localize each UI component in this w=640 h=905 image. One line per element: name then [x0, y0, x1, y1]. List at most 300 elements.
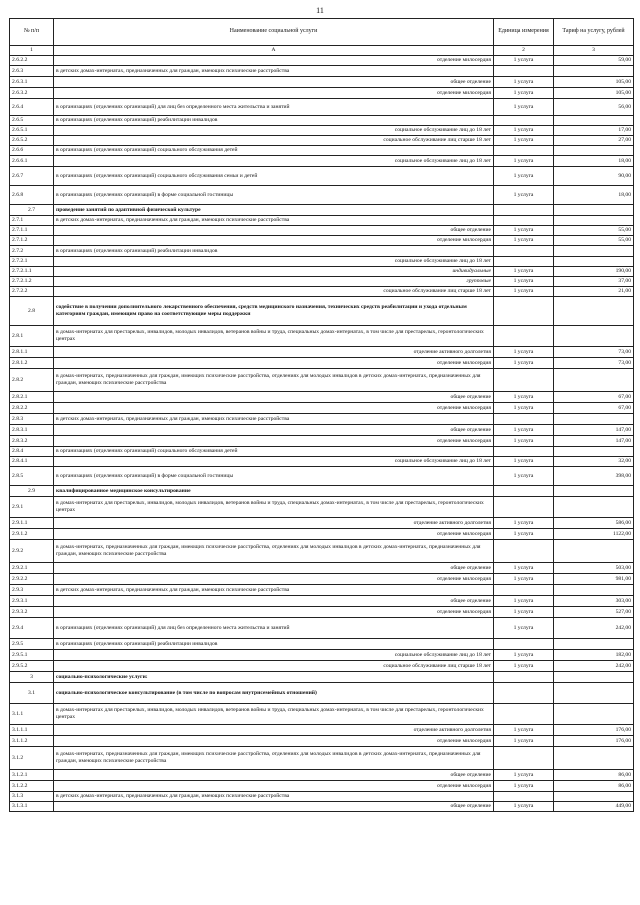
unit-of-measure: [494, 639, 554, 650]
service-name: социальное обслуживание лиц до 18 лет: [54, 457, 494, 467]
row-number: 2.8.2.2: [10, 403, 54, 414]
header-index-tariff: 3: [554, 46, 634, 56]
tariff-value: 105,00: [554, 88, 634, 99]
row-number: 2.6.6: [10, 146, 54, 156]
tariff-value: [554, 683, 634, 704]
table-row: [10, 574, 634, 585]
table-row: [10, 226, 634, 236]
unit-of-measure: 1 услуга: [494, 358, 554, 369]
tariff-value: 105,00: [554, 77, 634, 88]
row-number: 3.1.2.1: [10, 770, 54, 781]
row-number: 2.8.4: [10, 447, 54, 457]
unit-of-measure: 1 услуга: [494, 457, 554, 467]
table-row: [10, 447, 634, 457]
tariff-value: 27,00: [554, 136, 634, 146]
service-name: в организациях (отделениях организаций) в форме социальной гостиницы: [54, 467, 494, 486]
service-name: в организациях (отделениях организаций) для лиц без определенного места жительства и занятий: [54, 99, 494, 116]
tariff-value: 176,00: [554, 736, 634, 747]
row-number: 2.7.2.2: [10, 287, 54, 297]
service-name: отделение активного долголетия: [54, 347, 494, 358]
table-row: [10, 704, 634, 725]
row-number: 2.9.3.2: [10, 607, 54, 618]
table-row: [10, 216, 634, 226]
service-name: отделение милосердия: [54, 736, 494, 747]
service-name: отделение активного долголетия: [54, 725, 494, 736]
row-number: 3.1.1.1: [10, 725, 54, 736]
unit-of-measure: [494, 326, 554, 347]
unit-of-measure: [494, 116, 554, 126]
unit-of-measure: 1 услуга: [494, 226, 554, 236]
service-name: в домах-интернатах для престарелых, инвалидов, молодых инвалидов, ветеранов войны и труда, специальных домах-интернатах, в том числе для престарелых, геронтологических центрах: [54, 497, 494, 518]
unit-of-measure: 1 услуга: [494, 236, 554, 246]
table-row: [10, 650, 634, 661]
unit-of-measure: 1 услуга: [494, 425, 554, 436]
row-number: 2.6.2.2: [10, 56, 54, 66]
unit-of-measure: [494, 672, 554, 683]
row-number: 2.7.1: [10, 216, 54, 226]
tariff-value: 59,00: [554, 56, 634, 66]
table-row: [10, 540, 634, 563]
tariff-value: 32,00: [554, 457, 634, 467]
tariff-value: 147,00: [554, 436, 634, 447]
table-row: [10, 618, 634, 639]
row-number: 3.1: [10, 683, 54, 704]
service-name: социальное обслуживание лиц старше 18 лет: [54, 661, 494, 672]
unit-of-measure: 1 услуга: [494, 661, 554, 672]
service-name: отделение милосердия: [54, 781, 494, 792]
row-number: 2.6.5.2: [10, 136, 54, 146]
tariff-value: [554, 704, 634, 725]
table-row: [10, 596, 634, 607]
unit-of-measure: 1 услуга: [494, 347, 554, 358]
unit-of-measure: 1 услуга: [494, 156, 554, 167]
unit-of-measure: 1 услуга: [494, 277, 554, 287]
service-name: отделение милосердия: [54, 436, 494, 447]
table-row: [10, 486, 634, 497]
tariff-value: [554, 146, 634, 156]
table-row: [10, 747, 634, 770]
table-row: [10, 781, 634, 792]
service-name: отделение милосердия: [54, 358, 494, 369]
table-row: [10, 88, 634, 99]
service-name: в домах-интернатах, предназначенных для граждан, имеющих психические расстройства, отделениях для молодых инвалидов в детских домах-интернатах, предназначенных для граждан, имеющих психические расстройства: [54, 747, 494, 770]
header-index-num: 1: [10, 46, 54, 56]
table-row: [10, 267, 634, 277]
unit-of-measure: 1 услуга: [494, 126, 554, 136]
table-row: [10, 607, 634, 618]
service-name: индивидуальные: [54, 267, 494, 277]
row-number: 2.9.2.1: [10, 563, 54, 574]
tariff-value: [554, 672, 634, 683]
row-number: 2.9.1: [10, 497, 54, 518]
tariff-value: [554, 414, 634, 425]
tariff-value: 56,00: [554, 99, 634, 116]
service-name: общее отделение: [54, 770, 494, 781]
tariff-value: 176,00: [554, 725, 634, 736]
service-name: общее отделение: [54, 596, 494, 607]
table-row: [10, 672, 634, 683]
unit-of-measure: 1 услуга: [494, 770, 554, 781]
tariff-value: 586,00: [554, 518, 634, 529]
service-name: отделение милосердия: [54, 607, 494, 618]
table-row: [10, 56, 634, 66]
service-name: в организациях (отделениях организаций) социального обслуживания семьи и детей: [54, 167, 494, 186]
table-row: [10, 167, 634, 186]
table-header: [10, 19, 634, 56]
service-name: социальное обслуживание лиц до 18 лет: [54, 126, 494, 136]
unit-of-measure: 1 услуга: [494, 618, 554, 639]
unit-of-measure: 1 услуга: [494, 186, 554, 205]
unit-of-measure: 1 услуга: [494, 267, 554, 277]
tariff-value: [554, 246, 634, 257]
unit-of-measure: 1 услуга: [494, 77, 554, 88]
unit-of-measure: [494, 747, 554, 770]
row-number: 2.8.1.2: [10, 358, 54, 369]
unit-of-measure: 1 услуга: [494, 467, 554, 486]
service-name: в домах-интернатах, предназначенных для граждан, имеющих психические расстройства, отделениях для молодых инвалидов в детских домах-интернатах, предназначенных для граждан, имеющих психические расстройства: [54, 369, 494, 392]
table-row: [10, 99, 634, 116]
tariff-value: [554, 369, 634, 392]
unit-of-measure: [494, 146, 554, 156]
unit-of-measure: 1 услуга: [494, 725, 554, 736]
tariff-value: [554, 540, 634, 563]
table-row: [10, 77, 634, 88]
unit-of-measure: [494, 447, 554, 457]
tariff-value: 182,00: [554, 650, 634, 661]
tariff-value: 73,00: [554, 358, 634, 369]
row-number: 2.6.3.1: [10, 77, 54, 88]
row-number: 2.8.3.2: [10, 436, 54, 447]
header-tariff: Тариф на услугу, рублей: [554, 19, 634, 46]
tariff-value: [554, 639, 634, 650]
header-index-name: А: [54, 46, 494, 56]
unit-of-measure: [494, 486, 554, 497]
tariff-value: 981,00: [554, 574, 634, 585]
unit-of-measure: 1 услуга: [494, 56, 554, 66]
row-number: 3.1.1: [10, 704, 54, 725]
table-row: [10, 277, 634, 287]
tariff-value: 21,00: [554, 287, 634, 297]
tariff-value: 503,00: [554, 563, 634, 574]
row-number: 2.8.1: [10, 326, 54, 347]
service-name: общее отделение: [54, 563, 494, 574]
tariff-value: [554, 497, 634, 518]
tariff-value: 90,00: [554, 167, 634, 186]
row-number: 3: [10, 672, 54, 683]
row-number: 2.6.8: [10, 186, 54, 205]
row-number: 2.7.2.1.1: [10, 267, 54, 277]
service-name: проведение занятий по адаптивной физической культуре: [54, 205, 494, 216]
tariff-value: 37,00: [554, 277, 634, 287]
tariff-value: 303,00: [554, 596, 634, 607]
service-name: в организациях (отделениях организаций) социального обслуживания детей: [54, 447, 494, 457]
row-number: 2.8.2.1: [10, 392, 54, 403]
table-row: [10, 639, 634, 650]
tariff-value: 527,00: [554, 607, 634, 618]
table-row: [10, 287, 634, 297]
unit-of-measure: [494, 585, 554, 596]
unit-of-measure: [494, 792, 554, 802]
row-number: 2.9.2: [10, 540, 54, 563]
service-name: отделение милосердия: [54, 88, 494, 99]
service-name: отделение милосердия: [54, 236, 494, 246]
row-number: 2.6.3.2: [10, 88, 54, 99]
row-number: 2.9.4: [10, 618, 54, 639]
service-name: в детских домах-интернатах, предназначенных для граждан, имеющих психические расстройства: [54, 585, 494, 596]
page-number: 11: [316, 6, 324, 15]
service-name: отделение милосердия: [54, 529, 494, 540]
unit-of-measure: 1 услуга: [494, 167, 554, 186]
row-number: 2.7.1.2: [10, 236, 54, 246]
tariff-value: 242,00: [554, 661, 634, 672]
table-row: [10, 736, 634, 747]
service-name: в детских домах-интернатах, предназначенных для граждан, имеющих психические расстройства: [54, 792, 494, 802]
row-number: 3.1.3: [10, 792, 54, 802]
tariff-value: 86,00: [554, 781, 634, 792]
tariff-value: [554, 447, 634, 457]
table-row: [10, 297, 634, 326]
service-name: в организациях (отделениях организаций) в форме социальной гостиницы: [54, 186, 494, 205]
unit-of-measure: [494, 66, 554, 77]
tariff-value: [554, 326, 634, 347]
table-row: [10, 725, 634, 736]
unit-of-measure: 1 услуга: [494, 436, 554, 447]
service-name: в организациях (отделениях организаций) для лиц без определенного места жительства и занятий: [54, 618, 494, 639]
table-row: [10, 414, 634, 425]
table-row: [10, 358, 634, 369]
tariff-value: 55,00: [554, 236, 634, 246]
service-name: социальное обслуживание лиц старше 18 лет: [54, 287, 494, 297]
unit-of-measure: [494, 704, 554, 725]
row-number: 2.6.6.1: [10, 156, 54, 167]
tariff-value: [554, 205, 634, 216]
table-row: [10, 403, 634, 414]
tariff-value: [554, 792, 634, 802]
service-name: в детских домах-интернатах, предназначенных для граждан, имеющих психические расстройства: [54, 66, 494, 77]
row-number: 2.7.2.1: [10, 257, 54, 267]
unit-of-measure: 1 услуга: [494, 563, 554, 574]
unit-of-measure: [494, 540, 554, 563]
tariff-value: 55,00: [554, 226, 634, 236]
service-name: в домах-интернатах для престарелых, инвалидов, молодых инвалидов, ветеранов войны и труда, специальных домах-интернатах, в том числе для престарелых, геронтологических центрах: [54, 704, 494, 725]
table-row: [10, 246, 634, 257]
unit-of-measure: [494, 246, 554, 257]
table-row: [10, 497, 634, 518]
row-number: 2.6.7: [10, 167, 54, 186]
unit-of-measure: 1 услуга: [494, 403, 554, 414]
header-index-unit: 2: [494, 46, 554, 56]
service-name: социально-психологическое консультирование (в том числе по вопросам внутрисемейных отношений): [54, 683, 494, 704]
row-number: 2.8.1.1: [10, 347, 54, 358]
header-unit: Единица измерения: [494, 19, 554, 46]
unit-of-measure: [494, 369, 554, 392]
tariff-value: [554, 216, 634, 226]
service-name: отделение активного долголетия: [54, 518, 494, 529]
unit-of-measure: 1 услуга: [494, 136, 554, 146]
service-name: социальное обслуживание лиц старше 18 лет: [54, 136, 494, 146]
unit-of-measure: [494, 205, 554, 216]
unit-of-measure: 1 услуга: [494, 518, 554, 529]
unit-of-measure: 1 услуга: [494, 392, 554, 403]
row-number: 2.8.2: [10, 369, 54, 392]
unit-of-measure: 1 услуга: [494, 781, 554, 792]
row-number: 2.8.5: [10, 467, 54, 486]
tariff-value: 242,00: [554, 618, 634, 639]
table-row: [10, 236, 634, 246]
tariff-value: 67,00: [554, 392, 634, 403]
service-name: квалифицированное медицинское консультирование: [54, 486, 494, 497]
header-name: Наименование социальной услуги: [54, 19, 494, 46]
row-number: 2.9.2.2: [10, 574, 54, 585]
table-row: [10, 347, 634, 358]
unit-of-measure: 1 услуга: [494, 736, 554, 747]
service-name: общее отделение: [54, 226, 494, 236]
service-name: групповые: [54, 277, 494, 287]
row-number: 2.8.3: [10, 414, 54, 425]
unit-of-measure: 1 услуга: [494, 574, 554, 585]
service-name: в организациях (отделениях организаций) социального обслуживания детей: [54, 146, 494, 156]
table-row: [10, 66, 634, 77]
table-body: [10, 56, 634, 812]
unit-of-measure: 1 услуга: [494, 650, 554, 661]
tariff-value: [554, 585, 634, 596]
service-name: социальное обслуживание лиц до 18 лет: [54, 156, 494, 167]
table-row: [10, 116, 634, 126]
tariff-value: 147,00: [554, 425, 634, 436]
table-row: [10, 156, 634, 167]
tariff-value: [554, 486, 634, 497]
service-name: в домах-интернатах, предназначенных для граждан, имеющих психические расстройства, отделениях для молодых инвалидов в детских домах-интернатах, предназначенных для граждан, имеющих психические расстройства: [54, 540, 494, 563]
table-row: [10, 146, 634, 156]
table-row: [10, 436, 634, 447]
table-row: [10, 683, 634, 704]
unit-of-measure: [494, 297, 554, 326]
tariff-value: 449,00: [554, 802, 634, 812]
table-row: [10, 467, 634, 486]
row-number: 2.9.3: [10, 585, 54, 596]
service-name: в организациях (отделениях организаций) реабилитации инвалидов: [54, 246, 494, 257]
tariff-value: 18,00: [554, 186, 634, 205]
table-row: [10, 126, 634, 136]
table-row: [10, 792, 634, 802]
row-number: 3.1.2.2: [10, 781, 54, 792]
unit-of-measure: 1 услуга: [494, 287, 554, 297]
service-name: содействие в получении дополнительного лекарственного обеспечения, средств медицинского назначения, технических средств реабилитации и ухода отдельным категориям граждан, имеющим право на соответствующие меры поддержки: [54, 297, 494, 326]
row-number: 2.6.5: [10, 116, 54, 126]
unit-of-measure: 1 услуга: [494, 529, 554, 540]
service-name: общее отделение: [54, 77, 494, 88]
row-number: 2.9.5.1: [10, 650, 54, 661]
unit-of-measure: 1 услуга: [494, 596, 554, 607]
table-row: [10, 392, 634, 403]
unit-of-measure: [494, 414, 554, 425]
row-number: 2.9.1.2: [10, 529, 54, 540]
row-number: 2.7: [10, 205, 54, 216]
tariff-value: [554, 66, 634, 77]
service-name: общее отделение: [54, 425, 494, 436]
tariff-value: 190,00: [554, 267, 634, 277]
table-row: [10, 770, 634, 781]
unit-of-measure: [494, 257, 554, 267]
service-name: социально-психологические услуги:: [54, 672, 494, 683]
tariff-value: 86,00: [554, 770, 634, 781]
service-name: отделение милосердия: [54, 56, 494, 66]
row-number: 2.9.3.1: [10, 596, 54, 607]
row-number: 2.7.2.1.2: [10, 277, 54, 287]
tariff-value: [554, 257, 634, 267]
row-number: 2.7.2: [10, 246, 54, 257]
tariff-value: [554, 747, 634, 770]
row-number: 2.6.4: [10, 99, 54, 116]
table-row: [10, 585, 634, 596]
table-row: [10, 529, 634, 540]
unit-of-measure: [494, 216, 554, 226]
tariff-value: 73,00: [554, 347, 634, 358]
table-row: [10, 186, 634, 205]
table-row: [10, 802, 634, 812]
row-number: 2.9.1.1: [10, 518, 54, 529]
service-name: в детских домах-интернатах, предназначенных для граждан, имеющих психические расстройства: [54, 414, 494, 425]
service-name: отделение милосердия: [54, 403, 494, 414]
row-number: 2.6.5.1: [10, 126, 54, 136]
table-row: [10, 369, 634, 392]
header-num: № п/п: [10, 19, 54, 46]
tariff-value: 67,00: [554, 403, 634, 414]
row-number: 2.9.5.2: [10, 661, 54, 672]
table-row: [10, 136, 634, 146]
tariff-table: [9, 18, 634, 812]
row-number: 2.8.3.1: [10, 425, 54, 436]
tariff-value: 1122,00: [554, 529, 634, 540]
tariff-value: 398,00: [554, 467, 634, 486]
table-row: [10, 326, 634, 347]
row-number: 2.9.5: [10, 639, 54, 650]
service-name: в детских домах-интернатах, предназначенных для граждан, имеющих психические расстройства: [54, 216, 494, 226]
service-name: в организациях (отделениях организаций) реабилитации инвалидов: [54, 116, 494, 126]
unit-of-measure: 1 услуга: [494, 607, 554, 618]
tariff-value: 18,00: [554, 156, 634, 167]
row-number: 2.7.1.1: [10, 226, 54, 236]
service-name: отделение милосердия: [54, 574, 494, 585]
row-number: 3.1.3.1: [10, 802, 54, 812]
table-row: [10, 518, 634, 529]
service-name: в домах-интернатах для престарелых, инвалидов, молодых инвалидов, ветеранов войны и труда, специальных домах-интернатах, в том числе для престарелых, геронтологических центрах: [54, 326, 494, 347]
row-number: 2.6.3: [10, 66, 54, 77]
table-row: [10, 661, 634, 672]
unit-of-measure: [494, 497, 554, 518]
table-row: [10, 563, 634, 574]
table-row: [10, 425, 634, 436]
tariff-value: [554, 297, 634, 326]
row-number: 2.9: [10, 486, 54, 497]
tariff-value: [554, 116, 634, 126]
row-number: 2.8.4.1: [10, 457, 54, 467]
table-row: [10, 205, 634, 216]
table-row: [10, 257, 634, 267]
row-number: 2.8: [10, 297, 54, 326]
row-number: 3.1.2: [10, 747, 54, 770]
unit-of-measure: 1 услуга: [494, 802, 554, 812]
service-name: социальное обслуживание лиц до 18 лет: [54, 257, 494, 267]
unit-of-measure: 1 услуга: [494, 99, 554, 116]
unit-of-measure: [494, 683, 554, 704]
table-row: [10, 457, 634, 467]
unit-of-measure: 1 услуга: [494, 88, 554, 99]
service-name: общее отделение: [54, 802, 494, 812]
tariff-value: 17,00: [554, 126, 634, 136]
row-number: 3.1.1.2: [10, 736, 54, 747]
service-name: в организациях (отделениях организаций) реабилитации инвалидов: [54, 639, 494, 650]
